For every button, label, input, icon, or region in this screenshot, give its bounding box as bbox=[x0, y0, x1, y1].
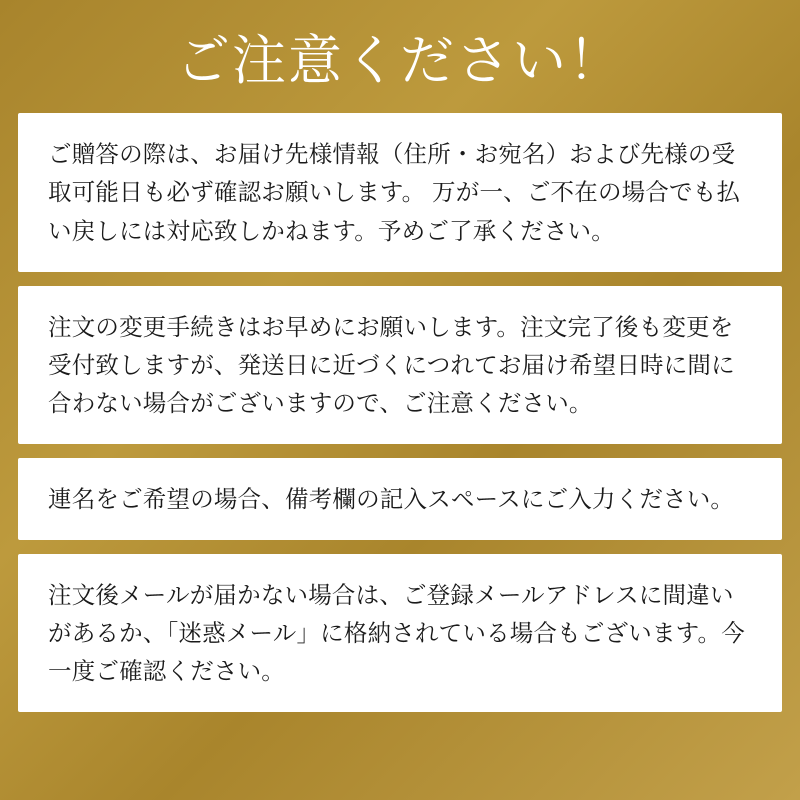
notice-card-text: 連名をご希望の場合、備考欄の記入スペースにご入力ください。 bbox=[48, 485, 735, 512]
notice-card-text: 注文後メールが届かない場合は、ご登録メールアドレスに間違いがあるか、「迷惑メール」に格納されている場合もございます。今一度ご確認ください。 bbox=[48, 581, 745, 684]
notice-card bbox=[18, 113, 782, 271]
notice-card-text: ご贈答の際は、お届け先様情報（住所・お宛名）および先様の受取可能日も必ず確認お願いします。 万が一、ご不在の場合でも払い戻しには対応致しかねます。予めご了承ください。 bbox=[48, 141, 741, 244]
page-title: ご注意ください！ bbox=[176, 31, 624, 91]
notice-card-list bbox=[18, 113, 782, 712]
notice-card bbox=[18, 554, 782, 712]
notice-card-text: 注文の変更手続きはお早めにお願いします。注文完了後も変更を受付致しますが、発送日に近づくにつれてお届け希望日時に間に合わない場合がございますので、ご注意ください。 bbox=[48, 313, 735, 416]
notice-card bbox=[18, 286, 782, 444]
notice-card bbox=[18, 458, 782, 540]
